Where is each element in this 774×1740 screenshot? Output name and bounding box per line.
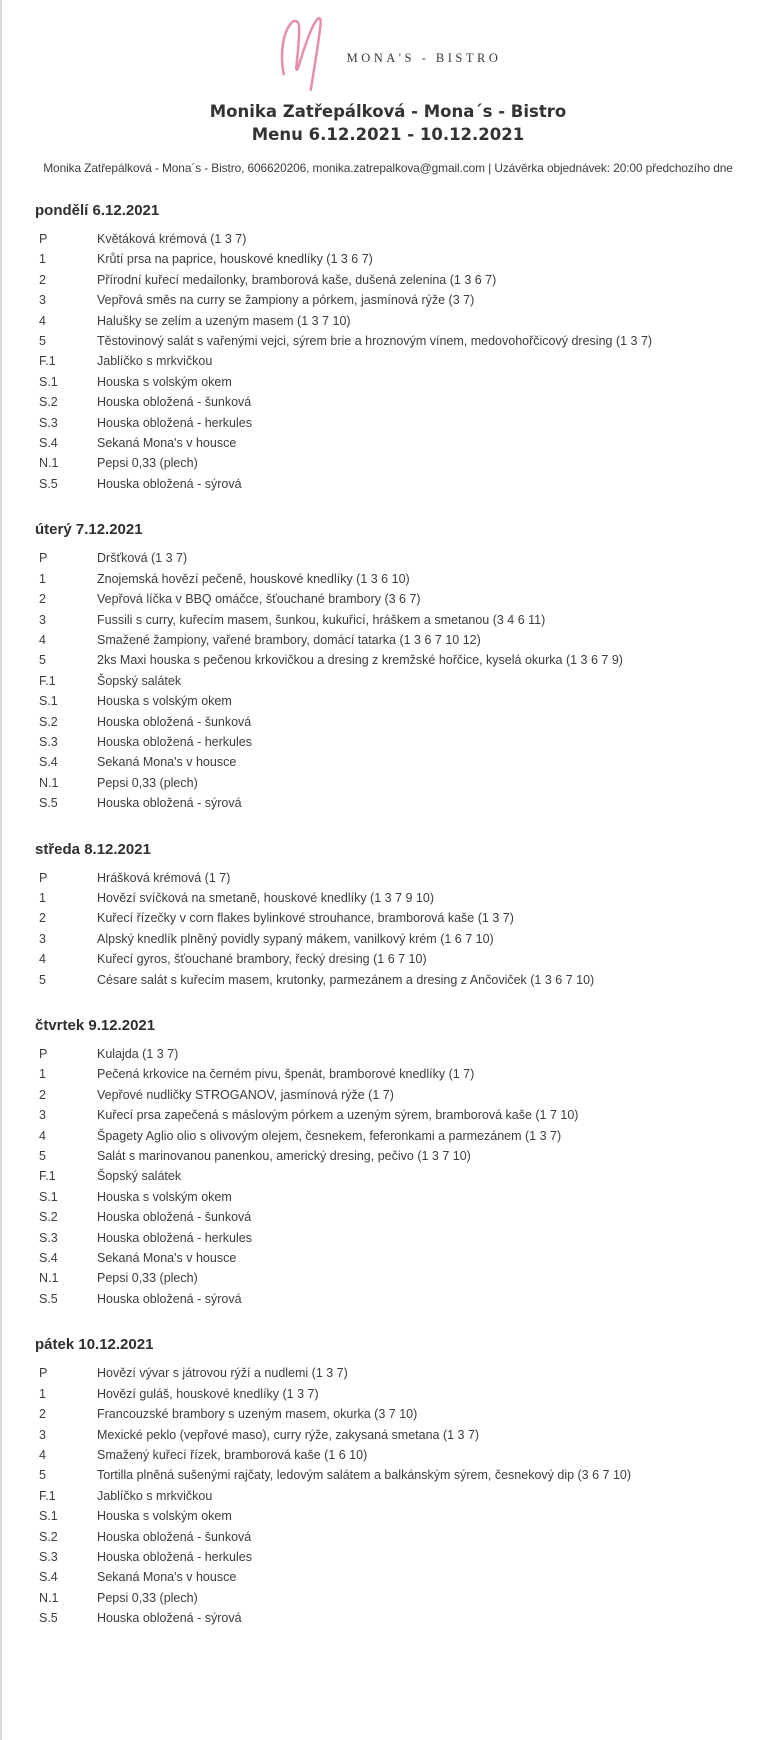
menu-row bbox=[35, 1547, 754, 1567]
item-text: Houska obložená - herkules bbox=[97, 1230, 252, 1245]
menu-row bbox=[35, 1527, 754, 1547]
item-code: P bbox=[39, 232, 48, 246]
day-section bbox=[35, 521, 754, 813]
menu-row bbox=[35, 270, 754, 290]
item-text: Pečená krkovice na černém pivu, špenát, bramborové knedlíky (1 7) bbox=[97, 1067, 475, 1082]
item-code: 5 bbox=[39, 653, 46, 668]
menu-row bbox=[35, 548, 754, 568]
item-text: Kuřecí prsa zapečená s máslovým pórkem a uzeným sýrem, bramborová kaše (1 7 10) bbox=[97, 1108, 579, 1123]
item-text: Césare salát s kuřecím masem, krutonky, parmezánem a dresing z Ančoviček (1 3 6 7 10) bbox=[97, 972, 595, 987]
day-title: pátek 10.12.2021 bbox=[35, 1336, 154, 1354]
menu-row bbox=[35, 229, 754, 249]
day-section bbox=[35, 841, 754, 990]
item-code: S.1 bbox=[39, 374, 58, 389]
contact-line: Monika Zatřepálková - Mona´s - Bistro, 606620206, monika.zatrepalkova@gmail.com | Uzávěrka objednávek: 20:00 předchozího dne bbox=[43, 161, 733, 175]
item-code: F.1 bbox=[39, 1169, 56, 1184]
item-code: S.4 bbox=[39, 755, 58, 770]
menu-row bbox=[35, 1608, 754, 1628]
item-text: Houska obložená - sýrová bbox=[97, 1611, 242, 1626]
menu-row bbox=[35, 868, 754, 888]
item-text: Tortilla plněná sušenými rajčaty, ledovým salátem a balkánským sýrem, česnekový dip (3 6 7 10) bbox=[97, 1468, 632, 1483]
menu-row bbox=[35, 1567, 754, 1587]
item-text: Houska obložená - herkules bbox=[97, 415, 252, 430]
item-text: Francouzské brambory s uzeným masem, okurka (3 7 10) bbox=[97, 1407, 418, 1422]
item-code: 3 bbox=[39, 1427, 46, 1442]
menu-row bbox=[35, 752, 754, 772]
logo-wordmark: MONA'S - BISTRO bbox=[346, 50, 502, 65]
item-text: Hovězí svíčková na smetaně, houskové knedlíky (1 3 7 9 10) bbox=[97, 890, 434, 905]
menu-row bbox=[35, 970, 754, 990]
item-text: Pepsi 0,33 (plech) bbox=[97, 1271, 198, 1286]
menu-row bbox=[35, 1248, 754, 1268]
menu-row bbox=[35, 1425, 754, 1445]
item-code: N.1 bbox=[39, 775, 59, 790]
item-code: S.3 bbox=[39, 1549, 58, 1564]
item-text: Halušky se zelím a uzeným masem (1 3 7 10) bbox=[97, 313, 351, 328]
menu-row bbox=[35, 1166, 754, 1186]
item-code: S.1 bbox=[39, 1189, 58, 1204]
menu-row bbox=[35, 929, 754, 949]
item-code: 5 bbox=[39, 1149, 46, 1164]
menu-row bbox=[35, 908, 754, 928]
item-code: N.1 bbox=[39, 1271, 59, 1286]
item-code: 3 bbox=[39, 1108, 46, 1123]
item-code: S.5 bbox=[39, 1611, 58, 1626]
menu-row bbox=[35, 712, 754, 732]
menu-row bbox=[35, 392, 754, 412]
item-code: 4 bbox=[39, 1447, 46, 1462]
item-code: F.1 bbox=[39, 1488, 56, 1503]
item-code: 5 bbox=[39, 1468, 46, 1483]
item-text: Šopský salátek bbox=[97, 1169, 182, 1184]
menu-row bbox=[35, 1064, 754, 1084]
item-code: S.1 bbox=[39, 1509, 58, 1524]
item-text: Sekaná Mona's v housce bbox=[97, 755, 237, 770]
menu-row bbox=[35, 773, 754, 793]
item-code: S.3 bbox=[39, 415, 58, 430]
item-code: 5 bbox=[39, 334, 46, 349]
item-code: S.5 bbox=[39, 796, 58, 811]
item-code: 1 bbox=[39, 252, 46, 267]
item-code: S.1 bbox=[39, 694, 58, 709]
menu-row bbox=[35, 589, 754, 609]
day-section bbox=[35, 1336, 754, 1628]
menu-row bbox=[35, 1384, 754, 1404]
menu-row bbox=[35, 671, 754, 691]
item-text: Květáková krémová (1 3 7) bbox=[97, 232, 247, 246]
menu-row bbox=[35, 1404, 754, 1424]
menu-days bbox=[2, 202, 774, 1689]
menu-row bbox=[35, 1363, 754, 1383]
item-text: Sekaná Mona's v housce bbox=[97, 1570, 237, 1585]
item-code: S.2 bbox=[39, 714, 58, 729]
menu-row bbox=[35, 249, 754, 269]
menu-row bbox=[35, 372, 754, 392]
item-text: Dršťková (1 3 7) bbox=[97, 551, 188, 566]
menu-row bbox=[35, 569, 754, 589]
menu-row bbox=[35, 610, 754, 630]
item-code: 2 bbox=[39, 1087, 46, 1102]
item-text: Houska obložená - sýrová bbox=[97, 476, 242, 491]
menu-row bbox=[35, 1506, 754, 1526]
menu-row bbox=[35, 732, 754, 752]
item-code: 5 bbox=[39, 972, 46, 987]
item-code: S.3 bbox=[39, 734, 58, 749]
item-text: Houska obložená - herkules bbox=[97, 1549, 252, 1564]
item-code: 2 bbox=[39, 1407, 46, 1422]
page-title: Monika Zatřepálková - Mona´s - Bistro bbox=[209, 102, 567, 121]
item-text: Znojemská hovězí pečeně, houskové knedlíky (1 3 6 10) bbox=[97, 571, 410, 586]
monogram-m-icon bbox=[275, 12, 333, 94]
item-text: Vepřová líčka v BBQ omáčce, šťouchané brambory (3 6 7) bbox=[97, 592, 421, 607]
item-text: Hovězí guláš, houskové knedlíky (1 3 7) bbox=[97, 1386, 319, 1401]
item-code: 4 bbox=[39, 1128, 46, 1143]
item-text: Houska obložená - herkules bbox=[97, 734, 252, 749]
item-text: Hovězí vývar s játrovou rýží a nudlemi (1 3 7) bbox=[97, 1366, 348, 1381]
menu-row bbox=[35, 351, 754, 371]
item-text: Houska obložená - sýrová bbox=[97, 796, 242, 811]
menu-row bbox=[35, 1085, 754, 1105]
item-code: S.5 bbox=[39, 1291, 58, 1306]
menu-row bbox=[35, 331, 754, 351]
item-text: Jablíčko s mrkvičkou bbox=[97, 354, 213, 369]
item-code: 4 bbox=[39, 632, 46, 647]
item-code: S.2 bbox=[39, 1210, 58, 1225]
item-text: Sekaná Mona's v housce bbox=[97, 1251, 237, 1266]
menu-row bbox=[35, 1486, 754, 1506]
menu-row bbox=[35, 691, 754, 711]
item-text: Přírodní kuřecí medailonky, bramborová kaše, dušená zelenina (1 3 6 7) bbox=[97, 272, 497, 287]
day-title: středa 8.12.2021 bbox=[35, 840, 151, 858]
menu-row bbox=[35, 1146, 754, 1166]
item-code: F.1 bbox=[39, 673, 56, 688]
item-text: Houska obložená - šunková bbox=[97, 1210, 252, 1225]
menu-row bbox=[35, 433, 754, 453]
menu-row bbox=[35, 290, 754, 310]
item-text: Vepřové nudličky STROGANOV, jasmínová rýže (1 7) bbox=[97, 1087, 394, 1102]
menu-date-range: Menu 6.12.2021 - 10.12.2021 bbox=[251, 125, 525, 144]
item-text: Houska obložená - sýrová bbox=[97, 1291, 242, 1306]
item-code: 2 bbox=[39, 272, 46, 287]
item-text: Salát s marinovanou panenkou, americký dresing, pečivo (1 3 7 10) bbox=[97, 1149, 471, 1164]
item-code: 1 bbox=[39, 1386, 46, 1401]
item-text: Smažené žampiony, vařené brambory, domácí tatarka (1 3 6 7 10 12) bbox=[97, 632, 481, 647]
item-text: Kulajda (1 3 7) bbox=[97, 1047, 179, 1061]
item-text: Houska obložená - šunková bbox=[97, 1529, 252, 1544]
menu-row bbox=[35, 453, 754, 473]
menu-row bbox=[35, 793, 754, 813]
day-title: pondělí 6.12.2021 bbox=[35, 202, 160, 219]
item-text: Houska obložená - šunková bbox=[97, 714, 252, 729]
item-text: Kuřecí řízečky v corn flakes bylinkové strouhance, bramborová kaše (1 3 7) bbox=[97, 911, 514, 926]
menu-row bbox=[35, 949, 754, 969]
menu-row bbox=[35, 413, 754, 433]
item-code: S.4 bbox=[39, 1251, 58, 1266]
day-section bbox=[35, 202, 754, 494]
menu-row bbox=[35, 888, 754, 908]
menu-row bbox=[35, 1268, 754, 1288]
item-code: S.4 bbox=[39, 1570, 58, 1585]
item-code: P bbox=[39, 1366, 48, 1381]
item-code: 2 bbox=[39, 911, 46, 926]
item-text: Hrášková krémová (1 7) bbox=[97, 870, 231, 885]
item-text: Kuřecí gyros, šťouchané brambory, řecký dresing (1 6 7 10) bbox=[97, 952, 427, 967]
item-text: Mexické peklo (vepřové maso), curry rýže, zakysaná smetana (1 3 7) bbox=[97, 1427, 480, 1442]
menu-row bbox=[35, 474, 754, 494]
menu-row bbox=[35, 1445, 754, 1465]
menu-row bbox=[35, 311, 754, 331]
item-code: F.1 bbox=[39, 354, 56, 369]
logo bbox=[2, 0, 774, 94]
item-code: P bbox=[39, 1047, 48, 1061]
item-text: Vepřová směs na curry se žampiony a pórkem, jasmínová rýže (3 7) bbox=[97, 293, 475, 308]
menu-row bbox=[35, 1126, 754, 1146]
item-text: Pepsi 0,33 (plech) bbox=[97, 456, 198, 471]
item-code: 4 bbox=[39, 313, 46, 328]
item-code: S.2 bbox=[39, 1529, 58, 1544]
item-text: Houska s volským okem bbox=[97, 1189, 232, 1204]
item-code: 4 bbox=[39, 952, 46, 967]
day-title: úterý 7.12.2021 bbox=[35, 521, 143, 539]
item-code: P bbox=[39, 870, 48, 885]
menu-row bbox=[35, 1465, 754, 1485]
menu-row bbox=[35, 650, 754, 670]
item-code: 2 bbox=[39, 592, 46, 607]
item-code: S.2 bbox=[39, 395, 58, 410]
item-text: Pepsi 0,33 (plech) bbox=[97, 775, 198, 790]
day-title: čtvrtek 9.12.2021 bbox=[35, 1017, 156, 1034]
item-text: Jablíčko s mrkvičkou bbox=[97, 1488, 213, 1503]
item-text: Šopský salátek bbox=[97, 673, 182, 688]
item-text: Houska s volským okem bbox=[97, 694, 232, 709]
item-text: Smažený kuřecí řízek, bramborová kaše (1 6 10) bbox=[97, 1447, 368, 1462]
day-section bbox=[35, 1017, 754, 1309]
item-text: Houska s volským okem bbox=[97, 1509, 232, 1524]
item-text: Špagety Aglio olio s olivovým olejem, česnekem, feferonkami a parmezánem (1 3 7) bbox=[97, 1128, 562, 1143]
item-code: 3 bbox=[39, 293, 46, 308]
menu-row bbox=[35, 1207, 754, 1227]
item-code: S.3 bbox=[39, 1230, 58, 1245]
item-text: Těstovinový salát s vařenými vejci, sýrem brie a hroznovým vínem, medovohořčicový dresing (1 3 7) bbox=[97, 334, 653, 349]
menu-row bbox=[35, 1187, 754, 1207]
item-code: S.4 bbox=[39, 436, 58, 451]
menu-row bbox=[35, 1044, 754, 1064]
item-text: 2ks Maxi houska s pečenou krkovičkou a dresing z kremžské hořčice, kyselá okurka (1 3 6 7 9) bbox=[97, 653, 623, 668]
item-text: Krůtí prsa na paprice, houskové knedlíky (1 3 6 7) bbox=[97, 252, 373, 267]
item-code: 3 bbox=[39, 931, 46, 946]
item-code: 3 bbox=[39, 612, 46, 627]
item-code: 1 bbox=[39, 571, 46, 586]
menu-row bbox=[35, 1289, 754, 1309]
item-code: N.1 bbox=[39, 1590, 59, 1605]
item-text: Houska s volským okem bbox=[97, 374, 232, 389]
item-code: S.5 bbox=[39, 476, 58, 491]
item-text: Fussili s curry, kuřecím masem, šunkou, kukuřicí, hráškem a smetanou (3 4 6 11) bbox=[97, 612, 546, 627]
menu-row bbox=[35, 630, 754, 650]
item-code: 1 bbox=[39, 1067, 46, 1082]
menu-row bbox=[35, 1588, 754, 1608]
menu-row bbox=[35, 1105, 754, 1125]
item-text: Pepsi 0,33 (plech) bbox=[97, 1590, 198, 1605]
item-code: 1 bbox=[39, 890, 46, 905]
menu-row bbox=[35, 1228, 754, 1248]
item-text: Sekaná Mona's v housce bbox=[97, 436, 237, 451]
item-text: Houska obložená - šunková bbox=[97, 395, 252, 410]
item-text: Alpský knedlík plněný povidly sypaný mákem, vanilkový krém (1 6 7 10) bbox=[97, 931, 494, 946]
item-code: P bbox=[39, 551, 48, 566]
item-code: N.1 bbox=[39, 456, 59, 471]
